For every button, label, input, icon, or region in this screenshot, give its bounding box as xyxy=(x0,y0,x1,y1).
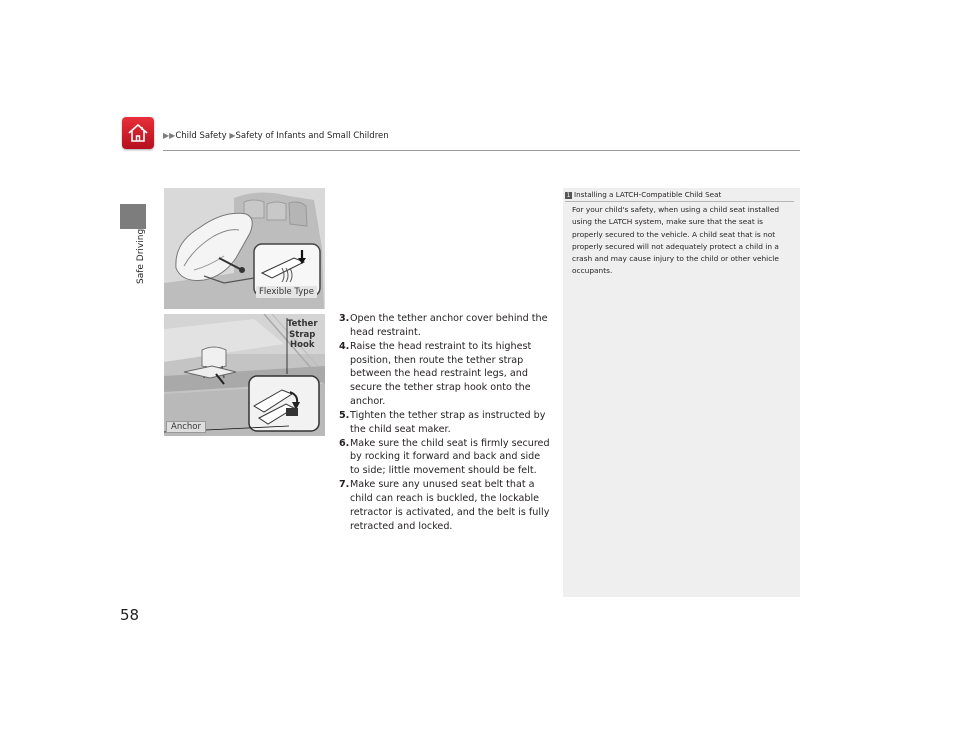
triangle-right-icon: ▶▶ xyxy=(163,131,176,140)
callout-flexible-type: Flexible Type xyxy=(256,286,317,298)
breadcrumb xyxy=(163,130,389,142)
callout-anchor: Anchor xyxy=(166,421,206,433)
home-icon xyxy=(127,122,149,144)
step-item xyxy=(339,312,551,340)
step-item xyxy=(339,340,551,409)
step-text: Make sure any unused seat belt that a child can reach is buckled, the lockable retractor is activated, and the belt is fully retracted and locked. xyxy=(350,479,550,532)
step-number: 6. xyxy=(339,437,350,449)
step-number: 7. xyxy=(339,479,350,491)
callout-tether-strap-hook xyxy=(287,319,318,351)
home-button[interactable] xyxy=(122,117,154,149)
step-text: Make sure the child seat is firmly secured by rocking it forward and back and side to side; little movement should be felt. xyxy=(350,437,550,477)
header-divider xyxy=(163,150,800,151)
instruction-steps xyxy=(339,312,551,534)
step-number: 4. xyxy=(339,340,350,352)
step-number: 3. xyxy=(339,313,350,324)
triangle-right-icon: ▶ xyxy=(229,131,236,140)
callout-line: Hook xyxy=(290,340,315,350)
breadcrumb-item-child-safety[interactable]: Child Safety xyxy=(175,131,227,141)
step-item xyxy=(339,478,551,533)
note-marker-icon: 1 xyxy=(566,192,571,199)
section-label: Safe Driving xyxy=(136,228,146,284)
page-number: 58 xyxy=(120,606,140,624)
note-title[interactable] xyxy=(565,188,794,202)
step-item xyxy=(339,409,551,437)
note-body: For your child's safety, when using a child seat installed using the LATCH system, make sure that the seat is properly secured to the vehicle. A child seat that is not properly secured will not adequately protect a child in a crash and may cause injury to the child or other vehicle occupants. xyxy=(572,205,780,276)
step-item xyxy=(339,437,551,479)
callout-line: Strap xyxy=(289,329,316,340)
section-tab[interactable] xyxy=(120,204,146,229)
note-title-text: Installing a LATCH-Compatible Child Seat xyxy=(574,190,722,199)
step-text: Raise the head restraint to its highest position, then route the tether strap between the head restraint legs, and secure the tether strap hook onto the anchor. xyxy=(350,340,532,408)
callout-line: Tether xyxy=(287,319,318,329)
breadcrumb-item-current[interactable]: Safety of Infants and Small Children xyxy=(235,131,389,141)
step-text: Tighten the tether strap as instructed by the child seat maker. xyxy=(350,409,546,435)
step-number: 5. xyxy=(339,409,350,421)
step-text: Open the tether anchor cover behind the head restraint. xyxy=(350,313,548,338)
